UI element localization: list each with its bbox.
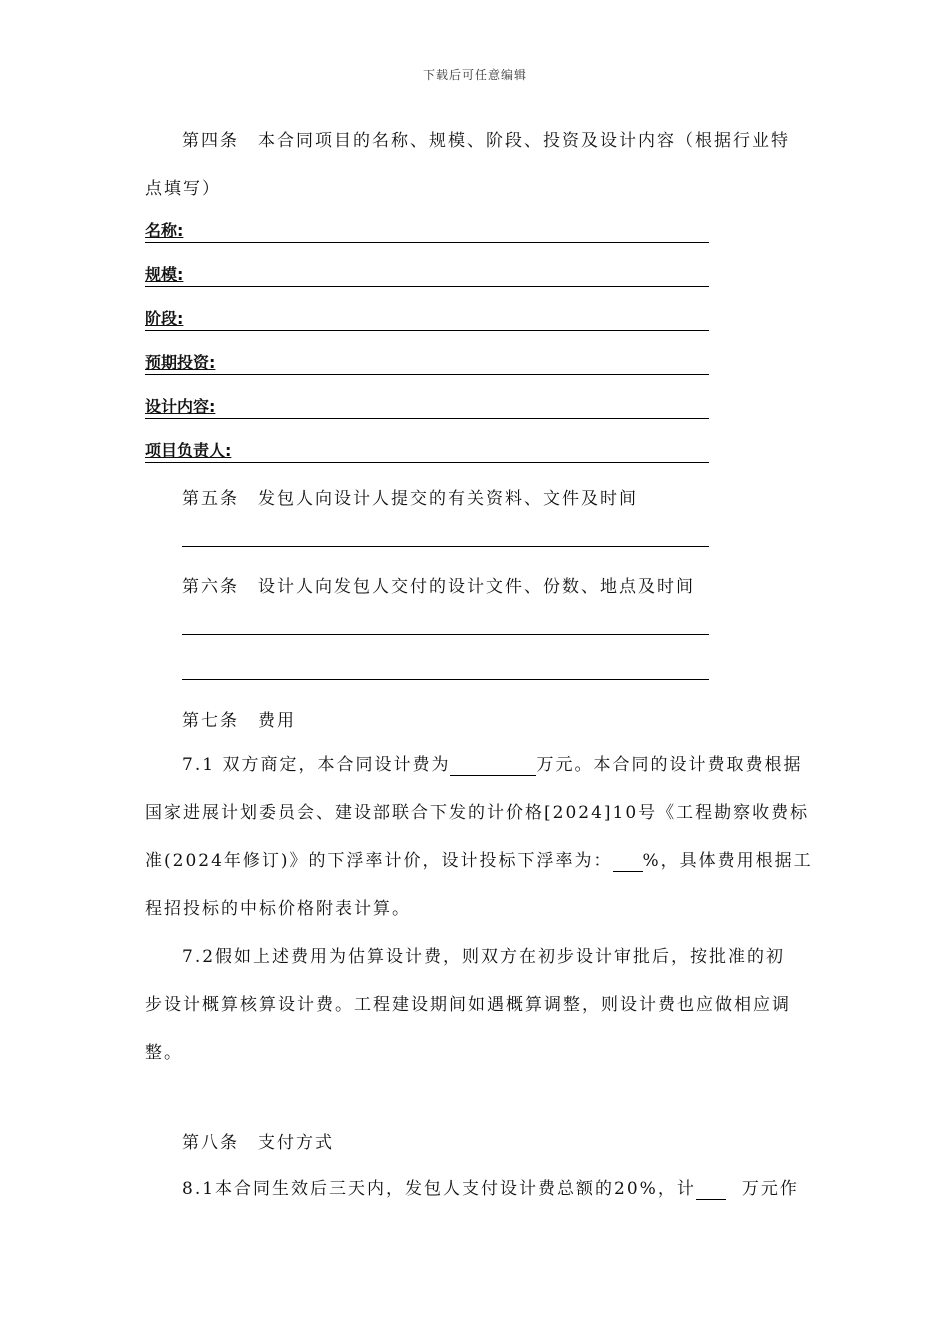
article-7-title: 第七条 费用 (182, 711, 296, 731)
article-6-blank-line-1[interactable] (182, 634, 709, 635)
article-5-blank-line[interactable] (182, 546, 709, 547)
article-6-blank-line-2[interactable] (182, 679, 709, 680)
article-8-1-text-a: 8.1本合同生效后三天内，发包人支付设计费总额的20%，计 (182, 1179, 696, 1199)
project-name-label: 名称: (145, 221, 184, 240)
article-7-1-text-c: 准(2024年修订)》的下浮率计价，设计投标下浮率为： (145, 851, 613, 871)
article-7-1-text-a: 7.1 双方商定，本合同设计费为 (182, 755, 451, 775)
article-7-2-line2: 步设计概算核算设计费。工程建设期间如遇概算调整，则设计费也应做相应调 (145, 995, 791, 1015)
expected-investment-label: 预期投资: (145, 353, 216, 372)
article-7-1-line1 (182, 750, 802, 776)
project-manager-field[interactable] (145, 436, 709, 463)
design-content-label: 设计内容: (145, 397, 216, 416)
article-4-line1: 第四条 本合同项目的名称、规模、阶段、投资及设计内容（根据行业特 (182, 131, 790, 151)
article-8-1-line1 (182, 1174, 799, 1200)
article-5-title: 第五条 发包人向设计人提交的有关资料、文件及时间 (182, 489, 638, 509)
article-8-1-text-b: 万元作 (741, 1179, 799, 1199)
project-stage-label: 阶段: (145, 309, 184, 328)
project-name-field[interactable] (145, 216, 709, 243)
article-7-1-line2: 国家进展计划委员会、建设部联合下发的计价格[2024]10号《工程勘察收费标 (145, 803, 810, 823)
article-6-title: 第六条 设计人向发包人交付的设计文件、份数、地点及时间 (182, 577, 695, 597)
first-payment-blank[interactable] (696, 1179, 726, 1200)
project-stage-field[interactable] (145, 304, 709, 331)
discount-rate-blank[interactable] (613, 851, 643, 872)
article-7-1-line4: 程招投标的中标价格附表计算。 (145, 899, 411, 919)
article-7-2-line1: 7.2假如上述费用为估算设计费，则双方在初步设计审批后，按批准的初 (182, 947, 786, 967)
article-7-1-text-d: %，具体费用根据工 (642, 851, 813, 871)
article-4-line2: 点填写） (145, 179, 221, 199)
project-scale-label: 规模: (145, 265, 184, 284)
article-7-2-line3: 整。 (145, 1043, 183, 1063)
article-7-1-line3 (145, 846, 813, 872)
article-7-1-text-b: 万元。本合同的设计费取费根据 (536, 755, 803, 775)
download-note: 下载后可任意编辑 (422, 68, 527, 82)
article-8-title: 第八条 支付方式 (182, 1133, 334, 1153)
expected-investment-field[interactable] (145, 348, 709, 375)
design-fee-blank[interactable] (450, 755, 536, 776)
design-content-field[interactable] (145, 392, 709, 419)
project-scale-field[interactable] (145, 260, 709, 287)
project-manager-label: 项目负责人: (145, 441, 232, 460)
